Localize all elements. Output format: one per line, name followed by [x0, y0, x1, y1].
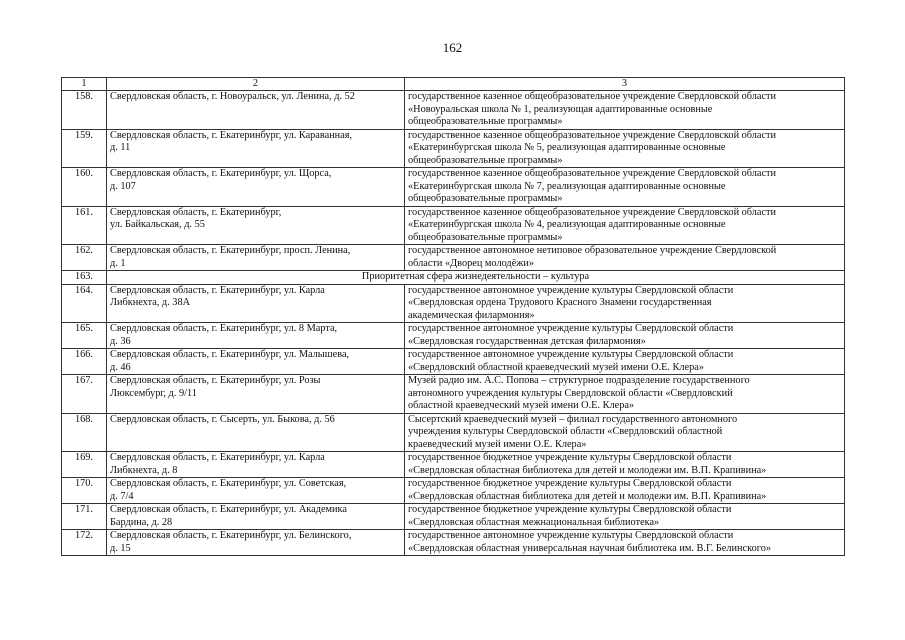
organization-line: государственное бюджетное учреждение культуры Свердловской области: [408, 478, 732, 489]
organization-cell: [405, 284, 845, 323]
organization-line: «Екатеринбургская школа № 4, реализующая адаптированные основные: [408, 219, 726, 230]
address-line: Свердловская область, г. Екатеринбург, ул. Малышева,: [110, 349, 350, 360]
row-number: 160.: [62, 168, 107, 207]
column-header-3: 3: [405, 78, 845, 91]
column-header-1: 1: [62, 78, 107, 91]
organization-cell: [405, 91, 845, 130]
table-section-row: [62, 271, 845, 285]
address-line: д. 11: [110, 142, 131, 153]
organization-line: государственное казенное общеобразовательное учреждение Свердловской области: [408, 129, 777, 141]
address-line: Свердловская область, г. Екатеринбург, просп. Ленина,: [110, 245, 351, 256]
row-number: 158.: [62, 91, 107, 130]
address-line: д. 1: [110, 257, 126, 269]
organization-line: «Свердловская государственная детская филармония»: [408, 335, 646, 347]
address-cell: [107, 91, 405, 130]
section-title: Приоритетная сфера жизнедеятельности – культура: [107, 271, 845, 285]
address-cell: [107, 413, 405, 452]
organization-line: областной краеведческий музей имени О.Е. Клера»: [408, 400, 635, 411]
organization-line: общеобразовательные программы»: [408, 154, 563, 166]
table-row: [62, 349, 845, 375]
address-line: Свердловская область, г. Екатеринбург, ул. Щорса,: [110, 168, 332, 179]
row-number: 170.: [62, 478, 107, 504]
table-row: [62, 504, 845, 530]
organization-cell: [405, 129, 845, 168]
organization-line: государственное казенное общеобразовательное учреждение Свердловской области: [408, 206, 777, 218]
row-number: 172.: [62, 530, 107, 556]
row-number: 168.: [62, 413, 107, 452]
row-number: 165.: [62, 323, 107, 349]
address-line: д. 107: [110, 180, 136, 192]
address-cell: [107, 452, 405, 478]
organization-cell: [405, 530, 845, 556]
address-cell: [107, 504, 405, 530]
row-number: 163.: [62, 271, 107, 285]
row-number: 167.: [62, 375, 107, 414]
address-line: Свердловская область, г. Екатеринбург,: [110, 206, 282, 218]
address-line: Либкнехта, д. 38А: [110, 297, 191, 308]
organization-line: учреждения культуры Свердловской области «Свердловский областной: [408, 426, 723, 437]
column-header-2: 2: [107, 78, 405, 91]
organization-line: краеведческий музей имени О.Е. Клера»: [408, 438, 587, 450]
organization-cell: [405, 349, 845, 375]
organization-line: «Екатеринбургская школа № 5, реализующая адаптированные основные: [408, 142, 726, 153]
row-number: 166.: [62, 349, 107, 375]
address-line: Бардина, д. 28: [110, 516, 173, 528]
organization-line: «Свердловская областная библиотека для детей и молодежи им. В.П. Крапивина»: [408, 464, 767, 476]
row-number: 159.: [62, 129, 107, 168]
table-row: [62, 452, 845, 478]
table-row: [62, 206, 845, 245]
organization-line: «Свердловская областная межнациональная библиотека»: [408, 516, 660, 528]
organization-line: области «Дворец молодёжи»: [408, 257, 535, 269]
organization-line: общеобразовательные программы»: [408, 193, 563, 204]
organization-line: «Свердловская ордена Трудового Красного Знамени государственная: [408, 297, 712, 308]
address-line: Свердловская область, г. Сысерть, ул. Быкова, д. 56: [110, 413, 335, 425]
table-row: [62, 129, 845, 168]
row-number: 162.: [62, 245, 107, 271]
address-line: Свердловская область, г. Екатеринбург, ул. Розы: [110, 375, 321, 386]
address-cell: [107, 168, 405, 207]
address-line: д. 46: [110, 361, 131, 373]
organization-cell: [405, 323, 845, 349]
organization-line: государственное автономное учреждение культуры Свердловской области: [408, 284, 734, 296]
organization-cell: [405, 504, 845, 530]
table-row: [62, 284, 845, 323]
table-row: [62, 323, 845, 349]
organization-line: «Свердловский областной краеведческий музей имени О.Е. Клера»: [408, 361, 704, 373]
address-line: д. 36: [110, 335, 131, 347]
address-line: Свердловская область, г. Екатеринбург, ул. Белинского,: [110, 530, 352, 541]
institutions-table: [61, 77, 845, 556]
table-row: [62, 245, 845, 271]
table-row: [62, 478, 845, 504]
organization-line: автономного учреждения культуры Свердловской области «Свердловский: [408, 387, 733, 399]
organization-cell: [405, 245, 845, 271]
address-cell: [107, 284, 405, 323]
table-header-row: [62, 78, 845, 91]
address-cell: [107, 349, 405, 375]
row-number: 164.: [62, 284, 107, 323]
table-row: [62, 375, 845, 414]
address-cell: [107, 245, 405, 271]
organization-line: академическая филармония»: [408, 309, 535, 321]
address-cell: [107, 478, 405, 504]
organization-line: государственное казенное общеобразовательное учреждение Свердловской области: [408, 168, 777, 179]
organization-line: «Свердловская областная библиотека для детей и молодежи им. В.П. Крапивина»: [408, 490, 767, 502]
organization-line: государственное автономное учреждение культуры Свердловской области: [408, 349, 734, 360]
address-cell: [107, 129, 405, 168]
row-number: 169.: [62, 452, 107, 478]
address-line: Свердловская область, г. Екатеринбург, ул. Караванная,: [110, 129, 353, 141]
organization-cell: [405, 452, 845, 478]
address-cell: [107, 206, 405, 245]
address-line: Свердловская область, г. Екатеринбург, ул. Карла: [110, 452, 325, 463]
organization-line: государственное автономное учреждение культуры Свердловской области: [408, 530, 734, 541]
address-line: ул. Байкальская, д. 55: [110, 219, 205, 230]
address-line: Люксембург, д. 9/11: [110, 387, 197, 399]
organization-line: государственное бюджетное учреждение культуры Свердловской области: [408, 504, 732, 515]
address-line: д. 15: [110, 542, 131, 554]
address-cell: [107, 530, 405, 556]
organization-line: государственное бюджетное учреждение культуры Свердловской области: [408, 452, 732, 463]
organization-cell: [405, 413, 845, 452]
row-number: 161.: [62, 206, 107, 245]
organization-line: «Свердловская областная универсальная научная библиотека им. В.Г. Белинского»: [408, 542, 771, 554]
organization-cell: [405, 375, 845, 414]
address-line: Свердловская область, г. Екатеринбург, ул. 8 Марта,: [110, 323, 338, 334]
page-number: 162: [442, 40, 463, 55]
address-line: Либкнехта, д. 8: [110, 464, 178, 476]
organization-line: государственное автономное учреждение культуры Свердловской области: [408, 323, 734, 334]
organization-cell: [405, 478, 845, 504]
organization-line: Музей радио им. А.С. Попова – структурное подразделение государственного: [408, 375, 750, 386]
organization-line: государственное автономное нетиповое образовательное учреждение Свердловской: [408, 245, 777, 256]
organization-line: общеобразовательные программы»: [408, 116, 563, 127]
row-number: 171.: [62, 504, 107, 530]
organization-line: «Екатеринбургская школа № 7, реализующая адаптированные основные: [408, 180, 726, 192]
table-row: [62, 168, 845, 207]
organization-line: Сысертский краеведческий музей – филиал государственного автономного: [408, 413, 738, 425]
organization-cell: [405, 168, 845, 207]
address-cell: [107, 375, 405, 414]
table-row: [62, 530, 845, 556]
address-line: Свердловская область, г. Екатеринбург, ул. Академика: [110, 504, 347, 515]
organization-cell: [405, 206, 845, 245]
address-line: Свердловская область, г. Новоуральск, ул. Ленина, д. 52: [110, 91, 355, 102]
table-row: [62, 413, 845, 452]
organization-line: общеобразовательные программы»: [408, 231, 563, 243]
address-line: д. 7/4: [110, 490, 134, 502]
organization-line: государственное казенное общеобразовательное учреждение Свердловской области: [408, 91, 777, 102]
organization-line: «Новоуральская школа № 1, реализующая адаптированные основные: [408, 103, 713, 115]
address-line: Свердловская область, г. Екатеринбург, ул. Карла: [110, 284, 325, 296]
table-row: [62, 91, 845, 130]
address-line: Свердловская область, г. Екатеринбург, ул. Советская,: [110, 478, 347, 489]
address-cell: [107, 323, 405, 349]
